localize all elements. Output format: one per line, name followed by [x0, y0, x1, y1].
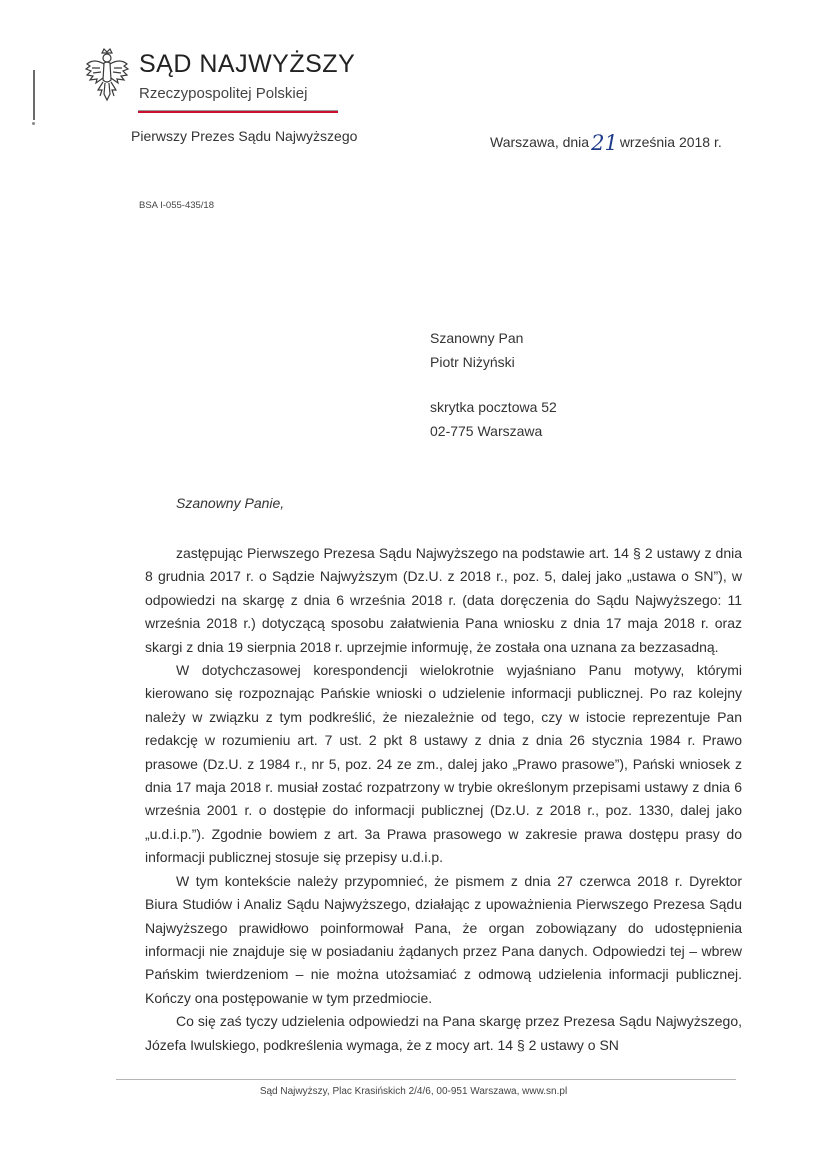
date-day-handwritten: 21: [591, 131, 618, 155]
flag-divider: [138, 110, 338, 113]
issuing-office: Pierwszy Prezes Sądu Najwyższego: [131, 128, 358, 144]
footer-address: Sąd Najwyższy, Plac Krasińskich 2/4/6, 00-951 Warszawa, www.sn.pl: [259, 1086, 568, 1097]
body-paragraph: Co się zaś tyczy udzielenia odpowiedzi na Pana skargę przez Prezesa Sądu Najwyższego, Józefa Iwulskiego, podkreślenia wymaga, że z mocy art. 14 § 2 ustawy o SN: [145, 1013, 742, 1053]
staple-hole: [32, 122, 35, 125]
footer-divider: [116, 1079, 736, 1080]
reference-number: BSA I-055-435/18: [139, 200, 214, 211]
letter-greeting: Szanowny Panie,: [176, 495, 285, 511]
letter-body: [145, 542, 742, 1057]
date-prefix: Warszawa, dnia: [490, 134, 590, 150]
recipient-address-line1: skrytka pocztowa 52: [430, 399, 557, 415]
recipient-name: Piotr Niżyński: [430, 354, 515, 370]
court-subtitle: Rzeczypospolitej Polskiej: [139, 85, 308, 102]
body-paragraph: W dotychczasowej korespondencji wielokrotnie wyjaśniano Panu motywy, którymi kierowano się rozpoznając Pańskie wnioski o udzielenie informacji publicznej. Po raz kolejny należy w związku z tym podkreślić, że niezależnie od tego, czy w istocie reprezentuje Pan redakcję w rozumieniu art. 7 ust. 2 pkt 8 ustawy z dnia z dnia 26 stycznia 1984 r. Prawo prasowe (Dz.U. z 1984 r., nr 5, poz. 24 ze zm., dalej jako „Prawo prasowe”), Pański wniosek z dnia 17 maja 2018 r. musiał zostać rozpatrzony w trybie określonym przepisami ustawy z dnia 6 września 2001 r. o dostępie do informacji publicznej (Dz.U. z 2018 r., poz. 1330, dalej jako „u.d.i.p.”). Zgodnie bowiem z art. 3a Prawa prasowego w zakresie prawa dostępu prasy do informacji publicznej stosuje się przepisy u.d.i.p.: [145, 662, 742, 866]
recipient-salutation: Szanowny Pan: [430, 330, 524, 346]
body-paragraph: W tym kontekście należy przypomnieć, że pismem z dnia 27 czerwca 2018 r. Dyrektor Biura Studiów i Analiz Sądu Najwyższego, działając z upoważnienia Pierwszego Prezesa Sądu Najwyższego prawidłowo poinformował Pana, że organ zobowiązany do udostępnienia informacji nie znajduje się w posiadaniu żądanych przez Pana danych. Odpowiedzi tej – wbrew Pańskim twierdzeniom – nie można utożsamiać z odmową udzielenia informacji publicznej. Kończy ona postępowanie w tym przedmiocie.: [145, 872, 742, 1006]
staple-mark: [33, 70, 35, 120]
date-suffix: września 2018 r.: [619, 134, 722, 150]
court-name: SĄD NAJWYŻSZY: [139, 50, 356, 78]
polish-eagle-emblem-icon: [84, 46, 130, 102]
body-paragraph: zastępując Pierwszego Prezesa Sądu Najwyższego na podstawie art. 14 § 2 ustawy z dnia 8 grudnia 2017 r. o Sądzie Najwyższym (Dz.U. z 2018 r., poz. 5, dalej jako „ustawa o SN”), w odpowiedzi na skargę z dnia 6 września 2018 r. (data doręczenia do Sądu Najwyższego: 11 września 2018 r.) dotyczącą sposobu załatwienia Pana wniosku z dnia 17 maja 2018 r. oraz skargi z dnia 19 sierpnia 2018 r. uprzejmie informuję, że została ona uznana za bezzasadną.: [145, 545, 742, 655]
letter-date: [490, 128, 722, 155]
recipient-address-line2: 02-775 Warszawa: [430, 423, 543, 439]
